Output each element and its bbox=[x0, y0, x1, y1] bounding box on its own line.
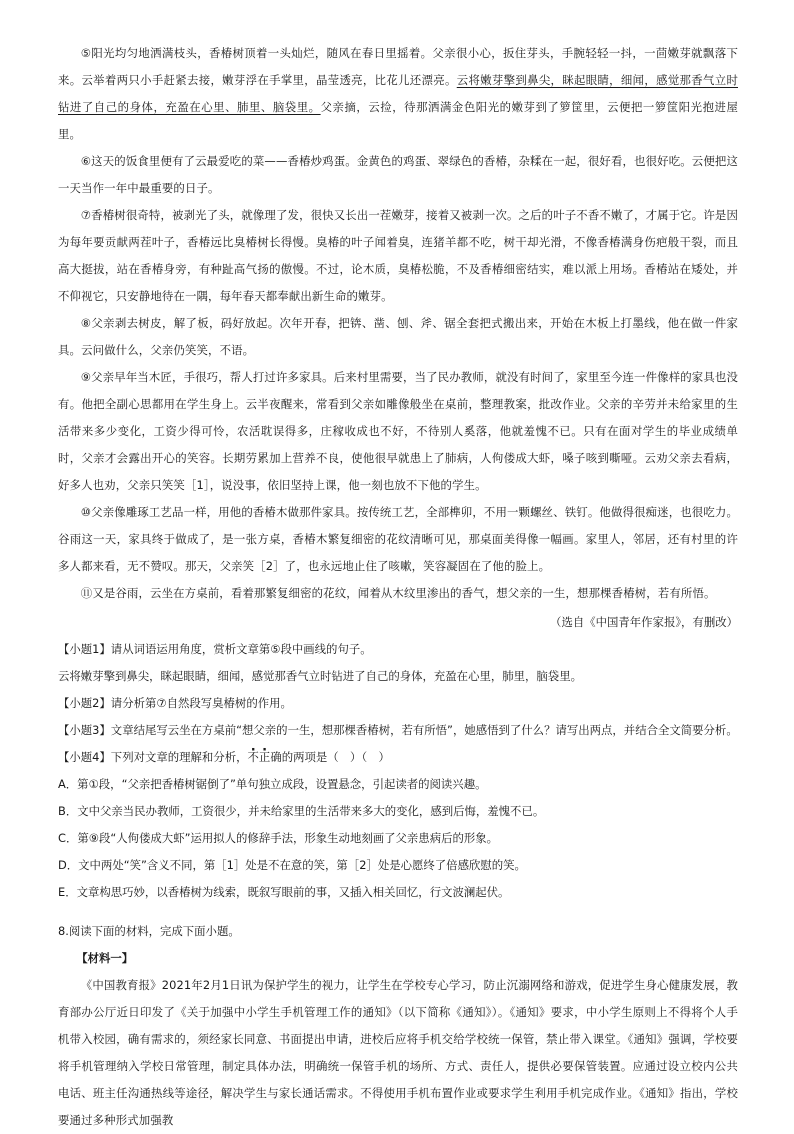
material-1-text: 《中国教育报》2021年2月1日讯为保护学生的视力，让学生在学校专心学习，防止沉溺网络和游戏，促进学生身心健康发展，教育部办公厅近日印发了《关于加强中小学生手机管理工作的通知》（以下简称《通知》）。《通知》要求，中小学生原则上不得将个人手机带入校园，确有需求的，须经家长同意、书面提出申请，进校后应将手机交给学校统一保管，禁止带入课堂。《通知》强调，学校要将手机管理纳入学校日常管理，制定具体办法，明确统一保管手机的场所、方式、责任人，提供必要保管装置。应通过设立校内公共电话、班主任沟通热线等途径，解决学生与家长通话需求。不得使用手机布置作业或要求学生利用手机完成作业。《通知》指出，学校要通过多种形式加强教 bbox=[58, 978, 738, 1127]
paragraph-5-tail: 父亲摘，云捡，待那洒满金色阳光的嫩芽到了箩筐里，云便把一箩筐阳光抱进屋里。 bbox=[58, 100, 738, 141]
paragraph-11: ⑪又是谷雨，云坐在方桌前，看着那繁复细密的花纹，闻着从木纹里渗出的香气，想父亲的一生，想那棵香椿树，若有所悟。 bbox=[80, 586, 716, 600]
paragraph-7: ⑦香椿树很奇特，被剥光了头，就像理了发，很快又长出一茬嫩芽，接着又被剥一次。之后的叶子不香不嫩了，才属于它。许是因为每年要贡献两茬叶子，香椿远比臭椿树长得慢。臭椿的叶子闻着臭，连猪羊都不吃，树干却光滑，不像香椿满身伤疤般干裂，而且高大挺拔，站在香椿身旁，有种趾高气扬的傲慢。不过，论木质，臭椿松脆，不及香椿细密结实，难以派上用场。香椿站在矮处，并不仰视它，只安静地待在一隅，每年春天都奉献出新生命的嫩芽。 bbox=[58, 208, 738, 303]
option-e: E．文章构思巧妙，以香椿树为线索，既叙写眼前的事，又插入相关回忆，行文波澜起伏。 bbox=[58, 885, 510, 899]
paragraph-5-text: ⑤阳光均匀地洒满枝头，香椿树顶着一头灿烂，随风在春日里摇着。父亲很小心，扳住芽头，手腕轻轻一抖，一茴嫩芽就飘落下来。云举着两只小手赶紧去接，嫩芽浮在手掌里，晶莹透亮，比花儿还漂亮。 bbox=[58, 46, 738, 87]
question-4-text: 【小题4】下列对文章的理解和分析， bbox=[58, 750, 248, 764]
question-3: 【小题3】文章结尾写云坐在方桌前“想父亲的一生，想那棵香椿树，若有所悟”，她感悟到了什么？请写出两点，并结合全文简要分析。 bbox=[58, 723, 738, 737]
question-4 bbox=[58, 744, 738, 771]
question-1-quote: 云将嫩芽擎到鼻尖，眯起眼睛，细闻，感觉那香气立时钻进了自己的身体，充盈在心里，肺里，脑袋里。 bbox=[58, 669, 582, 683]
option-c: C．第⑨段“人佝偻成大虾”运用拟人的修辞手法，形象生动地刻画了父亲患病后的形象。 bbox=[58, 831, 499, 845]
question-1: 【小题1】请从词语运用角度，赏析文章第⑤段中画线的句子。 bbox=[58, 642, 372, 656]
paragraph-5 bbox=[58, 40, 738, 148]
option-d: D．文中两处“笑”含义不同，第［1］处是不在意的笑，第［2］处是心愿终了倍感欣慰的笑。 bbox=[58, 858, 526, 872]
paragraph-6: ⑥这天的饭食里便有了云最爱吃的菜——香椿炒鸡蛋。金黄色的鸡蛋、翠绿色的香椿，杂糅在一起，很好看，也很好吃。云便把这一天当作一年中最重要的日子。 bbox=[58, 154, 738, 195]
option-a: A．第①段，“父亲把香椿树锯倒了”单句独立成段，设置悬念，引起读者的阅读兴趣。 bbox=[58, 777, 487, 791]
material-1-title: 【材料一】 bbox=[76, 951, 134, 965]
emphasis-char-not: 不 bbox=[247, 750, 259, 764]
section-8-heading: 8.阅读下面的材料，完成下面小题。 bbox=[58, 924, 240, 938]
paragraph-8: ⑧父亲剥去树皮，解了板，码好放起。次年开春，把锛、凿、刨、斧、锯全套把式搬出来，开始在木板上打墨线，他在做一件家具。云问做什么，父亲仍笑笑，不语。 bbox=[58, 316, 738, 357]
underlined-sentence: 云将嫩芽擎到鼻尖，眯起眼睛，细闻，感觉那香气立时钻进了自己的身体，充盈在心里、肺里、脑袋里。 bbox=[58, 73, 738, 114]
question-4-blanks: 确的两项是（ ）（ ） bbox=[270, 750, 390, 764]
question-2: 【小题2】请分析第⑦自然段写臭椿树的作用。 bbox=[58, 696, 292, 710]
paragraph-9: ⑨父亲早年当木匠，手很巧，帮人打过许多家具。后来村里需要，当了民办教师，就没有时间了，家里至今连一件像样的家具也没有。他把全副心思都用在学生身上。云半夜醒来，常看到父亲如雕像般坐在桌前，整理教案，批改作业。父亲的辛劳并未给家里的生活带来多少变化，工资少得可怜，农活耽误得多，庄稼收成也不好，不待别人奚落，他就羞愧不已。只有在面对学生的毕业成绩单时，父亲才会露出开心的笑容。长期劳累加上营养不良，使他很早就患上了肺病，人佝偻成大虾，嗓子咳到嘶哑。云劝父亲去看病，好多人也劝，父亲只笑笑［1］，说没事，依旧坚持上课，他一刻也放不下他的学生。 bbox=[58, 370, 738, 492]
source-citation: （选自《中国青年作家报》，有删改） bbox=[550, 615, 738, 629]
emphasis-char-correct: 正 bbox=[258, 750, 271, 764]
option-b: B．文中父亲当民办教师，工资很少，并未给家里的生活带来多大的变化，感到后悔，羞愧不已。 bbox=[58, 804, 545, 818]
paragraph-10: ⑩父亲像雕琢工艺品一样，用他的香椿木做那件家具。按传统工艺，全部榫卯，不用一颗螺丝、铁钉。他做得很痴迷，也很吃力。谷雨这一天，家具终于做成了，是一张方桌，香椿木繁复细密的花纹清晰可见，那桌面美得像一幅画。家里人，邻居，还有村里的许多人都来看，无不赞叹。那天，父亲笑［2］了，也永远地止住了咳嗽，笑容凝固在了他的脸上。 bbox=[58, 505, 738, 573]
